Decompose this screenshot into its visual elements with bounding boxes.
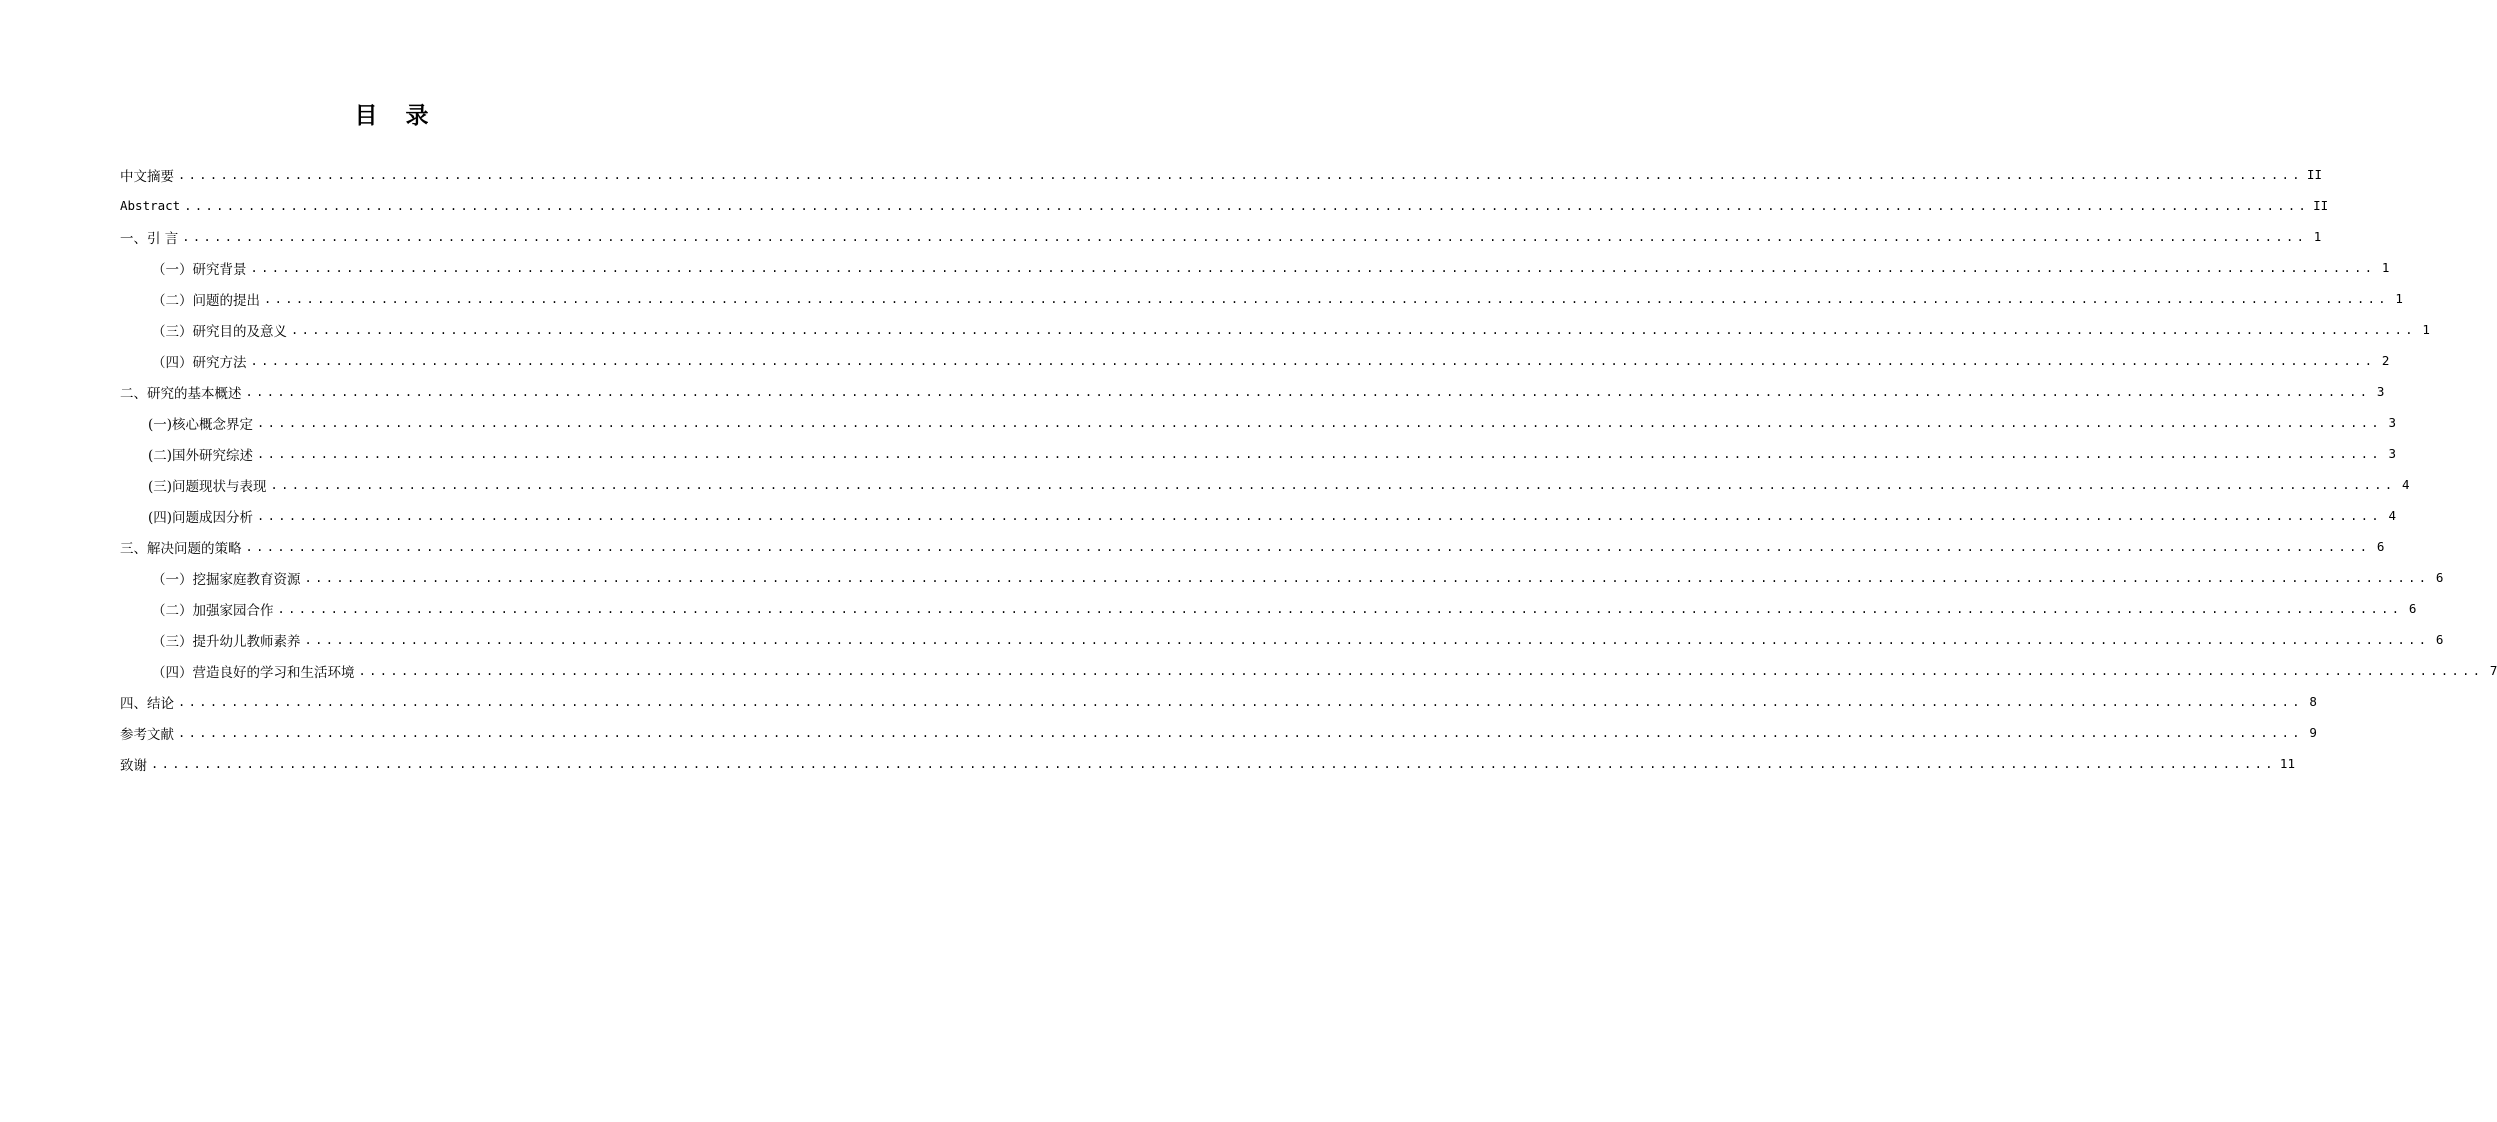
- toc-entry[interactable]: [120, 562, 2444, 593]
- toc-entry-page: 8: [2309, 694, 2317, 709]
- toc-dot-leader: ........................................................................................................................................................................................................: [178, 694, 2303, 709]
- toc-entry[interactable]: [120, 407, 2396, 438]
- toc-entry-label: 四、结论: [120, 695, 174, 712]
- toc-dot-leader: ........................................................................................................................................................................................................: [151, 756, 2276, 771]
- toc-dot-leader: ........................................................................................................................................................................................................: [182, 229, 2308, 244]
- toc-dot-leader: ........................................................................................................................................................................................................: [250, 260, 2376, 275]
- toc-entry-label: (一)核心概念界定: [148, 416, 254, 433]
- toc-entry[interactable]: [120, 345, 2390, 376]
- toc-entry-label: （一）挖掘家庭教育资源: [152, 571, 301, 588]
- toc-entry[interactable]: [120, 159, 2322, 190]
- toc-entry-label: Abstract: [120, 198, 181, 213]
- toc-entry[interactable]: [120, 469, 2410, 500]
- toc-entry-page: 6: [2408, 601, 2417, 616]
- toc-entry-page: 3: [2388, 446, 2396, 461]
- toc-entry-page: 1: [2395, 291, 2403, 306]
- page-title: 目 录: [354, 102, 439, 129]
- toc-entry[interactable]: [120, 686, 2317, 717]
- toc-entry-page: 2: [2381, 353, 2390, 368]
- toc-dot-leader: ........................................................................................................................................................................................................: [277, 601, 2403, 616]
- toc-entry-page: II: [2313, 198, 2329, 213]
- toc-entry[interactable]: [120, 438, 2396, 469]
- toc-entry-label: 参考文献: [120, 726, 174, 743]
- toc-entry[interactable]: [120, 531, 2385, 562]
- toc-entry[interactable]: [120, 376, 2385, 407]
- toc-dot-leader: ........................................................................................................................................................................................................: [264, 291, 2389, 306]
- toc-entry-label: 一、引 言: [120, 230, 179, 247]
- toc-dot-leader: ........................................................................................................................................................................................................: [291, 322, 2416, 337]
- toc-dot-leader: ........................................................................................................................................................................................................: [184, 198, 2310, 213]
- toc-dot-leader: ........................................................................................................................................................................................................: [270, 477, 2396, 492]
- toc-dot-leader: ........................................................................................................................................................................................................: [245, 539, 2371, 554]
- table-of-contents: [120, 159, 2497, 779]
- toc-entry-label: (四)问题成因分析: [148, 509, 254, 526]
- toc-entry[interactable]: [120, 221, 2322, 252]
- toc-dot-leader: ........................................................................................................................................................................................................: [178, 167, 2303, 182]
- toc-entry-page: 11: [2279, 756, 2295, 771]
- toc-entry-label: (三)问题现状与表现: [148, 478, 267, 495]
- toc-entry-label: （四）营造良好的学习和生活环境: [152, 664, 355, 681]
- toc-dot-leader: ........................................................................................................................................................................................................: [358, 663, 2484, 678]
- toc-entry-page: 6: [2435, 632, 2444, 647]
- toc-entry[interactable]: [120, 190, 2329, 221]
- toc-entry-label: （三）提升幼儿教师素养: [152, 633, 301, 650]
- toc-entry-page: 1: [2422, 322, 2430, 337]
- toc-entry-page: 1: [2313, 229, 2322, 244]
- toc-entry-label: （一）研究背景: [152, 261, 247, 278]
- toc-entry-label: 三、解决问题的策略: [120, 540, 242, 557]
- toc-entry[interactable]: [120, 283, 2403, 314]
- toc-entry[interactable]: [120, 252, 2390, 283]
- toc-entry-page: 4: [2388, 508, 2396, 523]
- toc-entry[interactable]: [120, 500, 2396, 531]
- toc-dot-leader: ........................................................................................................................................................................................................: [245, 384, 2371, 399]
- toc-entry-page: 7: [2489, 663, 2497, 678]
- toc-entry-label: (二)国外研究综述: [148, 447, 254, 464]
- toc-entry-label: （四）研究方法: [152, 354, 247, 371]
- toc-entry[interactable]: [120, 717, 2317, 748]
- toc-entry-page: II: [2306, 167, 2322, 182]
- toc-entry-page: 3: [2376, 384, 2385, 399]
- toc-entry[interactable]: [120, 655, 2497, 686]
- toc-entry[interactable]: [120, 624, 2444, 655]
- toc-entry-page: 6: [2435, 570, 2444, 585]
- toc-dot-leader: ........................................................................................................................................................................................................: [250, 353, 2376, 368]
- toc-dot-leader: ........................................................................................................................................................................................................: [178, 725, 2303, 740]
- toc-entry[interactable]: [120, 748, 2295, 779]
- toc-entry-page: 6: [2376, 539, 2385, 554]
- toc-dot-leader: ........................................................................................................................................................................................................: [304, 570, 2430, 585]
- toc-dot-leader: ........................................................................................................................................................................................................: [257, 446, 2382, 461]
- toc-dot-leader: ........................................................................................................................................................................................................: [257, 415, 2382, 430]
- toc-entry-label: （二）加强家园合作: [152, 602, 274, 619]
- toc-entry-label: 致谢: [120, 757, 147, 774]
- toc-entry-page: 1: [2381, 260, 2390, 275]
- toc-entry-page: 4: [2401, 477, 2410, 492]
- toc-entry-page: 3: [2388, 415, 2396, 430]
- toc-entry-label: （二）问题的提出: [152, 292, 260, 309]
- toc-entry[interactable]: [120, 314, 2430, 345]
- toc-entry-label: （三）研究目的及意义: [152, 323, 287, 340]
- toc-entry-page: 9: [2309, 725, 2317, 740]
- toc-dot-leader: ........................................................................................................................................................................................................: [304, 632, 2430, 647]
- toc-entry[interactable]: [120, 593, 2417, 624]
- toc-dot-leader: ........................................................................................................................................................................................................: [257, 508, 2382, 523]
- toc-entry-label: 二、研究的基本概述: [120, 385, 242, 402]
- toc-entry-label: 中文摘要: [120, 168, 174, 185]
